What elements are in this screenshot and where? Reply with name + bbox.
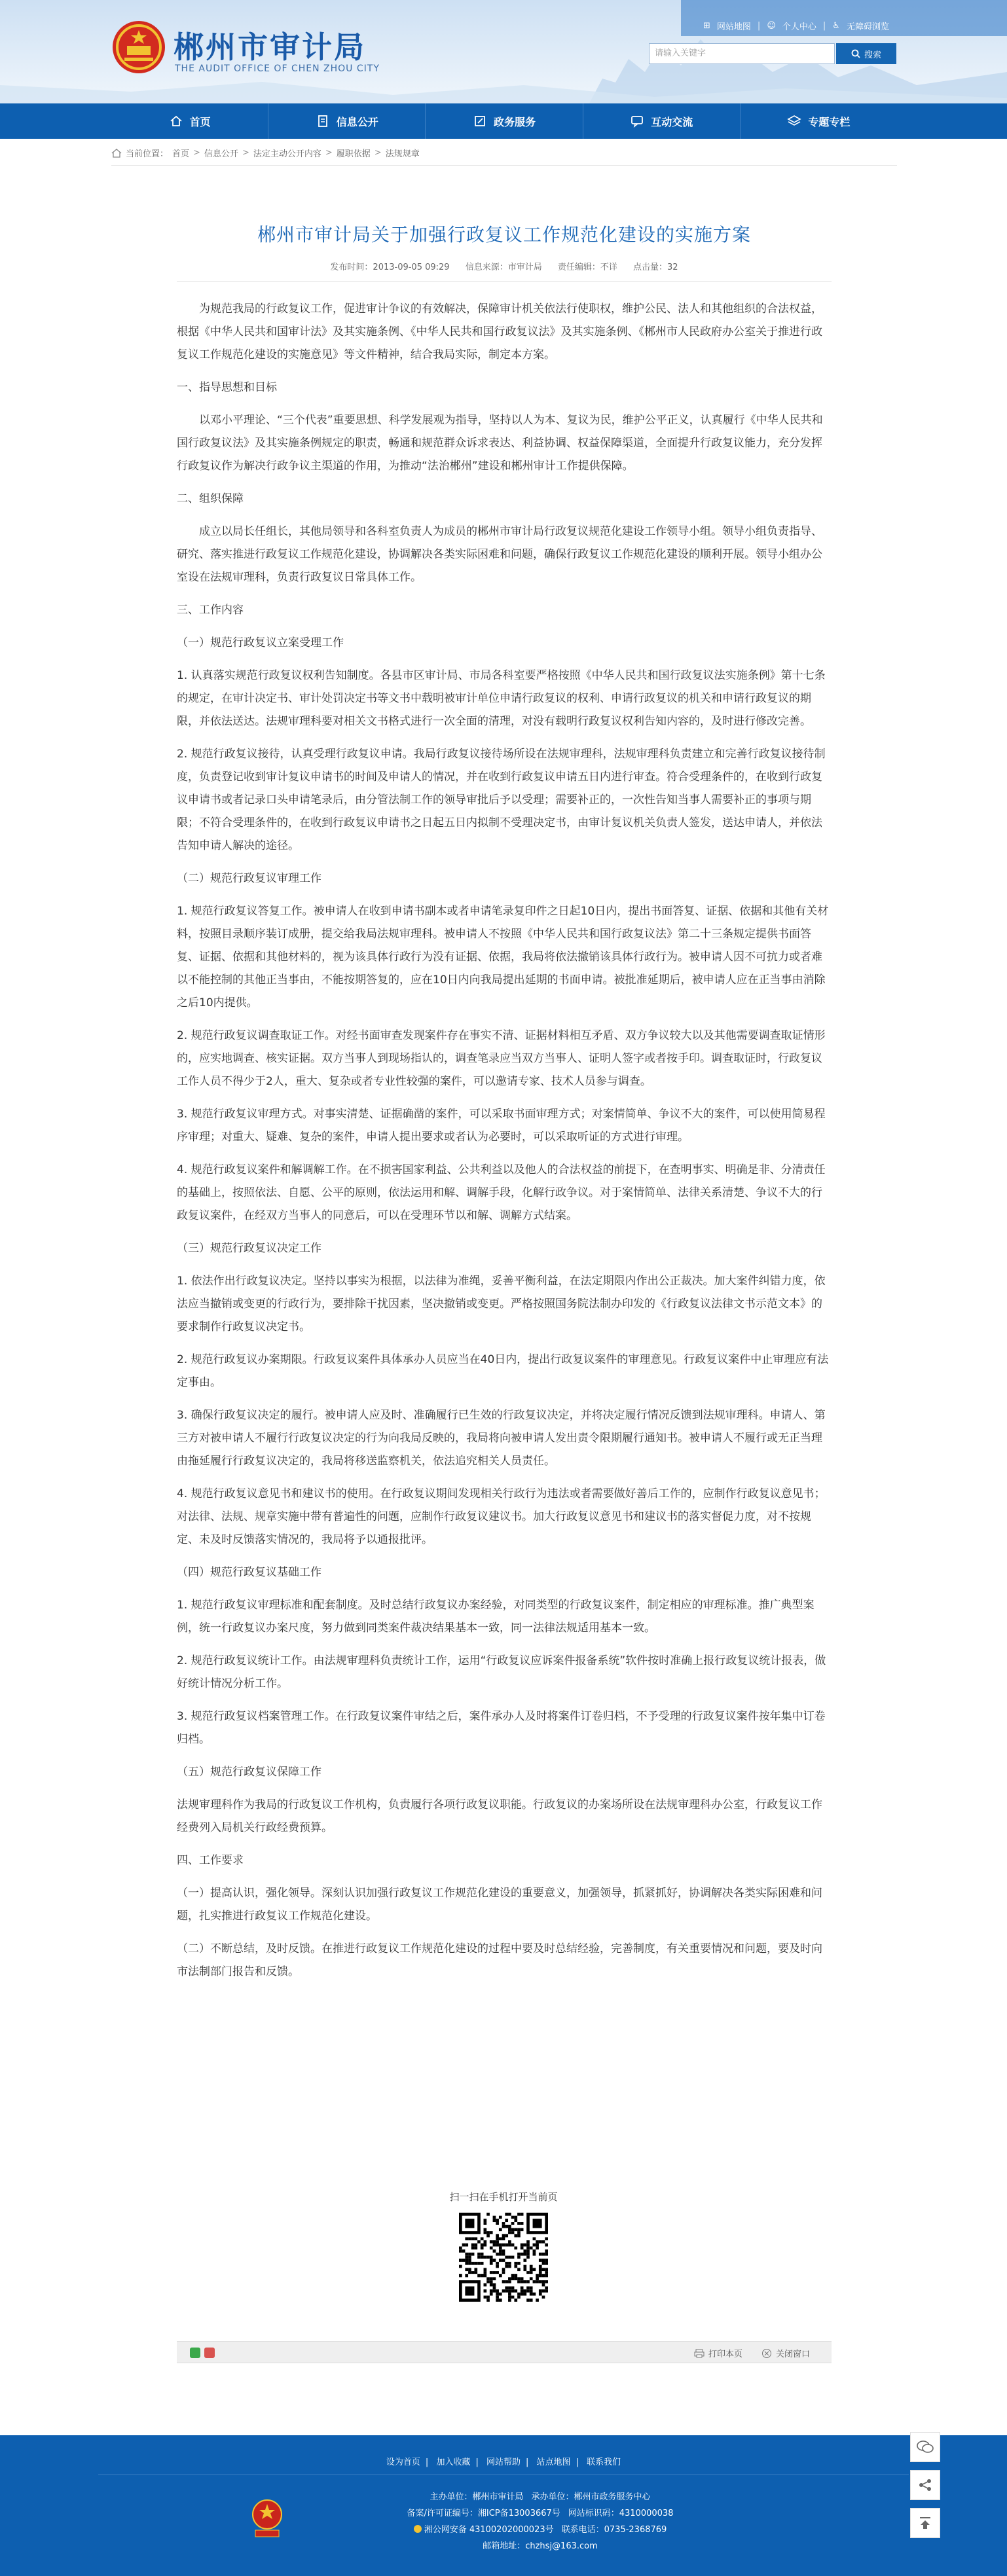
- view-count: 点击量：32: [633, 263, 678, 272]
- breadcrumb-item[interactable]: 法定主动公开内容: [253, 149, 321, 159]
- close-label: 关闭窗口: [776, 2349, 811, 2359]
- article-toolbar: [177, 2341, 832, 2363]
- national-emblem-icon: [111, 20, 166, 75]
- editor: 责任编辑：不详: [557, 263, 617, 272]
- nav-label: 信息公开: [336, 115, 378, 128]
- qr-section: [0, 2190, 1007, 2302]
- site-subtitle: THE AUDIT OFFICE OF CHEN ZHOU CITY: [175, 63, 380, 74]
- article-paragraph: （二）规范行政复议审理工作: [177, 872, 321, 885]
- site-header: [0, 0, 1007, 103]
- article-paragraph: （二）不断总结，及时反馈。在推进行政复议工作规范化建设的过程中要及时总结经验，完善制度，有关重要情况和问题，要及时向市法制部门报告和反馈。: [177, 1942, 822, 1978]
- top-link-sitemap[interactable]: 网站地图: [716, 22, 751, 32]
- article-paragraph: 二、组织保障: [177, 492, 244, 505]
- footer-organizer: 承办单位：郴州市政务服务中心: [531, 2492, 651, 2502]
- nav-item-info-public[interactable]: [268, 103, 426, 139]
- nav-label: 互动交流: [651, 115, 693, 128]
- footer-site-code: 网站标识码：4310000038: [568, 2509, 674, 2518]
- nav-item-special[interactable]: [741, 103, 897, 139]
- edit-icon: [473, 114, 487, 128]
- search-icon: [851, 49, 860, 58]
- top-link-accessibility[interactable]: 无障碍浏览: [846, 22, 889, 32]
- article-paragraph: 3. 规范行政复议档案管理工作。在行政复议案件审结之后，案件承办人及时将案件订卷归档，不予受理的行政复议案件按年集中订卷归档。: [177, 1710, 826, 1746]
- footer-host: 主办单位：郴州市审计局: [430, 2492, 524, 2502]
- article-paragraph: 2. 规范行政复议办案期限。行政复议案件具体承办人员应当在40日内，提出行政复议案件的审理意见。行政复议案件中止审理应有法定事由。: [177, 1353, 829, 1389]
- search-button[interactable]: [836, 43, 896, 64]
- article-paragraph: 3. 规范行政复议审理方式。对事实清楚、证据确凿的案件，可以采取书面审理方式；对案情简单、争议不大的案件，可以使用简易程序审理；对重大、疑难、复杂的案件，申请人提出要求或者认为必要时，可以采取听证的方式进行审理。: [177, 1108, 826, 1144]
- top-links: ⊞ 网站地图 | ☺ 个人中心 | ♿ 无障碍浏览: [703, 21, 889, 32]
- chat-icon: [630, 114, 644, 128]
- site-title: 郴州市审计局: [174, 29, 366, 65]
- article-paragraph: 一、指导思想和目标: [177, 381, 277, 394]
- qr-label: 扫一扫在手机打开当前页: [449, 2191, 558, 2203]
- nav-label: 政务服务: [494, 115, 536, 128]
- article-paragraph: 3. 确保行政复议决定的履行。被申请人应及时、准确履行已生效的行政复议决定，并将决定履行情况反馈到法规审理科。申请人、第三方对被申请人不履行行政复议决定的行为向我局反映的，我局将向被申请人发出责令限期履行通知书。被申请人不履行或无正当理由拖延履行行政复议决定的，我局将移送监察机关，依法追究相关人员责任。: [177, 1409, 826, 1468]
- accessibility-icon: ♿: [832, 21, 840, 31]
- article-paragraph: （五）规范行政复议保障工作: [177, 1766, 321, 1779]
- print-icon: [694, 2349, 705, 2358]
- article-paragraph: 4. 规范行政复议案件和解调解工作。在不损害国家利益、公共利益以及他人的合法权益的前提下，在查明事实、明确是非、分清责任的基础上，按照依法、自愿、公平的原则，依法运用和解、调解手段，化解行政争议。对于案情简单、法律关系清楚、争议不大的行政复议案件，在经双方当事人的同意后，可以在受理环节以和解、调解方式结案。: [177, 1163, 826, 1222]
- footer-phone: 联系电话：0735-2368769: [561, 2525, 667, 2535]
- search-input[interactable]: 请输入关键字: [649, 43, 835, 64]
- article-paragraph: 1. 规范行政复议答复工作。被申请人在收到申请书副本或者申请笔录复印件之日起10日内，提出书面答复、证据、依据和其他有关材料，按照目录顺序装订成册，提交给我局法规审理科。被申请人不按照《中华人民共和国行政复议法》第二十三条规定提供书面答复、证据、依据和其他材料的，视为该具体行政行为没有证据、依据，我局将依法撤销该具体行政行为。被申请人因不可抗力或者难以不能控制的其他正当事由，不能按期答复的，应在10日内向我局提出延期的书面申请。被批准延期后，被申请人应在正当事由消除之后10内提供。: [177, 905, 829, 1009]
- article-paragraph: 1. 认真落实规范行政复议权利告知制度。各县市区审计局、市局各科室要严格按照《中华人民共和国行政复议法实施条例》第十七条的规定，在审计决定书、审计处罚决定书等文书中载明被审计单位申请行政复议的权利、申请行政复议的机关和申请行政复议的期限，并依法送达。法规审理科要对相关文书格式进行一次全面的清理，对没有载明行政复议权利告知内容的，及时进行修改完善。: [177, 669, 826, 728]
- breadcrumb-prefix: 当前位置：: [126, 149, 169, 159]
- site-footer: [0, 2435, 1007, 2576]
- print-button[interactable]: [694, 2347, 742, 2359]
- document-icon: [316, 114, 330, 128]
- sitemap-icon: ⊞: [703, 21, 710, 31]
- search-button-label: 搜索: [864, 50, 881, 60]
- layers-icon: [787, 114, 801, 128]
- footer-link-sitemap[interactable]: 站点地图: [536, 2458, 571, 2467]
- arrow-up-icon: [918, 2516, 932, 2530]
- article-body: [177, 298, 832, 1984]
- nav-label: 专题专栏: [808, 115, 851, 128]
- share-float-button[interactable]: [910, 2470, 940, 2500]
- article-paragraph: （四）规范行政复议基础工作: [177, 1566, 321, 1579]
- breadcrumb-item[interactable]: 法规规章: [385, 149, 420, 159]
- breadcrumb-item[interactable]: 信息公开: [204, 149, 238, 159]
- article-paragraph: 三、工作内容: [177, 604, 244, 617]
- side-float-tools: [910, 2432, 940, 2546]
- nav-item-home[interactable]: [111, 103, 268, 139]
- article-paragraph: 1. 规范行政复议审理标准和配套制度。及时总结行政复议办案经验，对同类型的行政复议案件，制定相应的审理标准。推广典型案例，统一行政复议办案尺度，努力做到同类案件裁决结果基本一致，同一法律法规适用基本一致。: [177, 1599, 815, 1635]
- article-paragraph: 法规审理科作为我局的行政复议工作机构，负责履行各项行政复议职能。行政复议的办案场所设在法规审理科办公室，行政复议工作经费列入局机关行政经费预算。: [177, 1798, 822, 1834]
- user-icon: ☺: [767, 21, 776, 31]
- article-paragraph: 2. 规范行政复议统计工作。由法规审理科负责统计工作，运用“行政复议应诉案件报备系统”软件按时准确上报行政复议统计报表，做好统计情况分析工作。: [177, 1654, 826, 1690]
- article-paragraph: 以邓小平理论、“三个代表”重要思想、科学发展观为指导，坚持以人为本、复议为民，维护公平正义，认真履行《中华人民共和国行政复议法》及其实施条例规定的职责，畅通和规范群众诉求表达、利益协调、权益保障渠道，全面提升行政复议能力，充分发挥行政复议作为解决行政争议主渠道的作用，为推动“法治郴州”建设和郴州审计工作提供保障。: [177, 414, 823, 473]
- article-paragraph: 2. 规范行政复议接待，认真受理行政复议申请。我局行政复议接待场所设在法规审理科，法规审理科负责建立和完善行政复议接待制度，负责登记收到审计复议申请书的时间及申请人的情况，并在收到行政复议申请五日内进行审查。符合受理条件的，在收到行政复议申请书或者记录口头申请笔录后，由分管法制工作的领导审批后予以受理；需要补正的，一次性告知当事人需要补正的事项与期限；不符合受理条件的，在收到行政复议申请书之日起五日内拟制不受理决定书，由审计复议机关负责人签发，送达申请人，并依法告知申请人解决的途径。: [177, 748, 826, 852]
- main-nav: [0, 103, 1007, 139]
- article-paragraph: 四、工作要求: [177, 1854, 244, 1867]
- info-source: 信息来源：市审计局: [465, 263, 542, 272]
- party-gov-emblem-icon[interactable]: [249, 2499, 285, 2538]
- article-paragraph: 4. 规范行政复议意见书和建议书的使用。在行政复议期间发现相关行政行为违法或者需要做好善后工作的，应制作行政复议意见书；对法律、法规、规章实施中带有普遍性的问题，应制作行政复议建议书。加大行政复议意见书和建议书的落实督促力度，对不按规定、未及时反馈落实情况的，我局将予以通报批评。: [177, 1487, 826, 1546]
- share-icons: [190, 2348, 215, 2358]
- breadcrumb-item[interactable]: 首页: [172, 149, 190, 159]
- home-icon: [111, 149, 122, 158]
- article-paragraph: （一）提高认识，强化领导。深刻认识加强行政复议工作规范化建设的重要意义，加强领导，抓紧抓好，协调解决各类实际困难和问题，扎实推进行政复议工作规范化建设。: [177, 1887, 822, 1923]
- home-icon: [169, 114, 183, 128]
- police-badge-icon: [414, 2525, 422, 2533]
- wechat-share-icon[interactable]: [190, 2348, 200, 2358]
- back-to-top-button[interactable]: [910, 2508, 940, 2538]
- wechat-float-button[interactable]: [910, 2432, 940, 2462]
- breadcrumb-item[interactable]: 履职依据: [336, 149, 371, 159]
- article-meta: [177, 260, 832, 272]
- footer-link-help[interactable]: 网站帮助: [486, 2458, 521, 2467]
- share-icon: [918, 2478, 932, 2492]
- print-label: 打印本页: [708, 2349, 743, 2359]
- footer-link-contact[interactable]: 联系我们: [587, 2458, 621, 2467]
- qr-code-icon: [459, 2213, 548, 2302]
- article-paragraph: 2. 规范行政复议调查取证工作。对经书面审查发现案件存在事实不清、证据材料相互矛盾、双方争议较大以及其他需要调查取证情形的，应实地调查、核实证据。双方当事人到现场指认的，调查笔录应当双方当事人、证明人签字或者按手印。调查取证时，行政复议工作人员不得少于2人，重大、复杂或者专业性较强的案件，可以邀请专家、技术人员参与调查。: [177, 1029, 826, 1088]
- footer-links: 设为首页 | 加入收藏 | 网站帮助 | 站点地图 | 联系我们: [386, 2458, 621, 2467]
- footer-police[interactable]: 湘公网安备 43100202000023号: [424, 2525, 554, 2535]
- footer-icp[interactable]: 备案/许可证编号：湘ICP备13003667号: [407, 2509, 560, 2518]
- meta-divider: [177, 281, 832, 282]
- article-paragraph: （一）规范行政复议立案受理工作: [177, 636, 344, 649]
- article: [177, 190, 832, 1993]
- article-paragraph: （三）规范行政复议决定工作: [177, 1242, 321, 1255]
- nav-label: 首页: [189, 115, 211, 128]
- publish-time: 发布时间：2013-09-05 09:29: [330, 263, 450, 272]
- footer-link-set-home[interactable]: 设为首页: [386, 2458, 420, 2467]
- footer-link-favorite[interactable]: 加入收藏: [436, 2458, 471, 2467]
- breadcrumb-divider: [111, 165, 897, 166]
- breadcrumb: 当前位置： 首页 > 信息公开 > 法定主动公开内容 > 履职依据 > 法规规章: [111, 147, 420, 159]
- article-paragraph: 1. 依法作出行政复议决定。坚持以事实为根据，以法律为准绳，妥善平衡利益，在法定期限内作出公正裁决。加大案件纠错力度，依法应当撤销或变更的行政行为，要排除干扰因素，坚决撤销或变更。严格按照国务院法制办印发的《行政复议法律文书示范文本》的要求制作行政复议决定书。: [177, 1275, 826, 1333]
- close-window-button[interactable]: [761, 2347, 810, 2359]
- top-link-user-center[interactable]: 个人中心: [782, 22, 816, 32]
- article-paragraph: 为规范我局的行政复议工作，促进审计争议的有效解决，保障审计机关依法行使职权，维护公民、法人和其他组织的合法权益，根据《中华人民共和国审计法》及其实施条例、《中华人民共和国行政复议法》及其实施条例、《郴州市人民政府办公室关于推进行政复议工作规范化建设的实施意见》等文件精神，结合我局实际，制定本方案。: [177, 302, 822, 361]
- wechat-icon: [917, 2440, 934, 2454]
- footer-info: [298, 2489, 782, 2554]
- article-paragraph: 成立以局长任组长，其他局领导和各科室负责人为成员的郴州市审计局行政复议规范化建设工作领导小组。领导小组负责指导、研究、落实推进行政复议工作规范化建设，协调解决各类实际困难和问题，确保行政复议工作规范化建设的顺利开展。领导小组办公室设在法规审理科，负责行政复议日常具体工作。: [177, 525, 822, 584]
- close-icon: [761, 2348, 772, 2359]
- nav-item-interaction[interactable]: [583, 103, 741, 139]
- article-title: 郴州市审计局关于加强行政复议工作规范化建设的实施方案: [257, 224, 751, 245]
- footer-email: 邮箱地址：chzhsj@163.com: [483, 2541, 598, 2551]
- nav-item-gov-service[interactable]: [426, 103, 583, 139]
- weibo-share-icon[interactable]: [204, 2348, 215, 2358]
